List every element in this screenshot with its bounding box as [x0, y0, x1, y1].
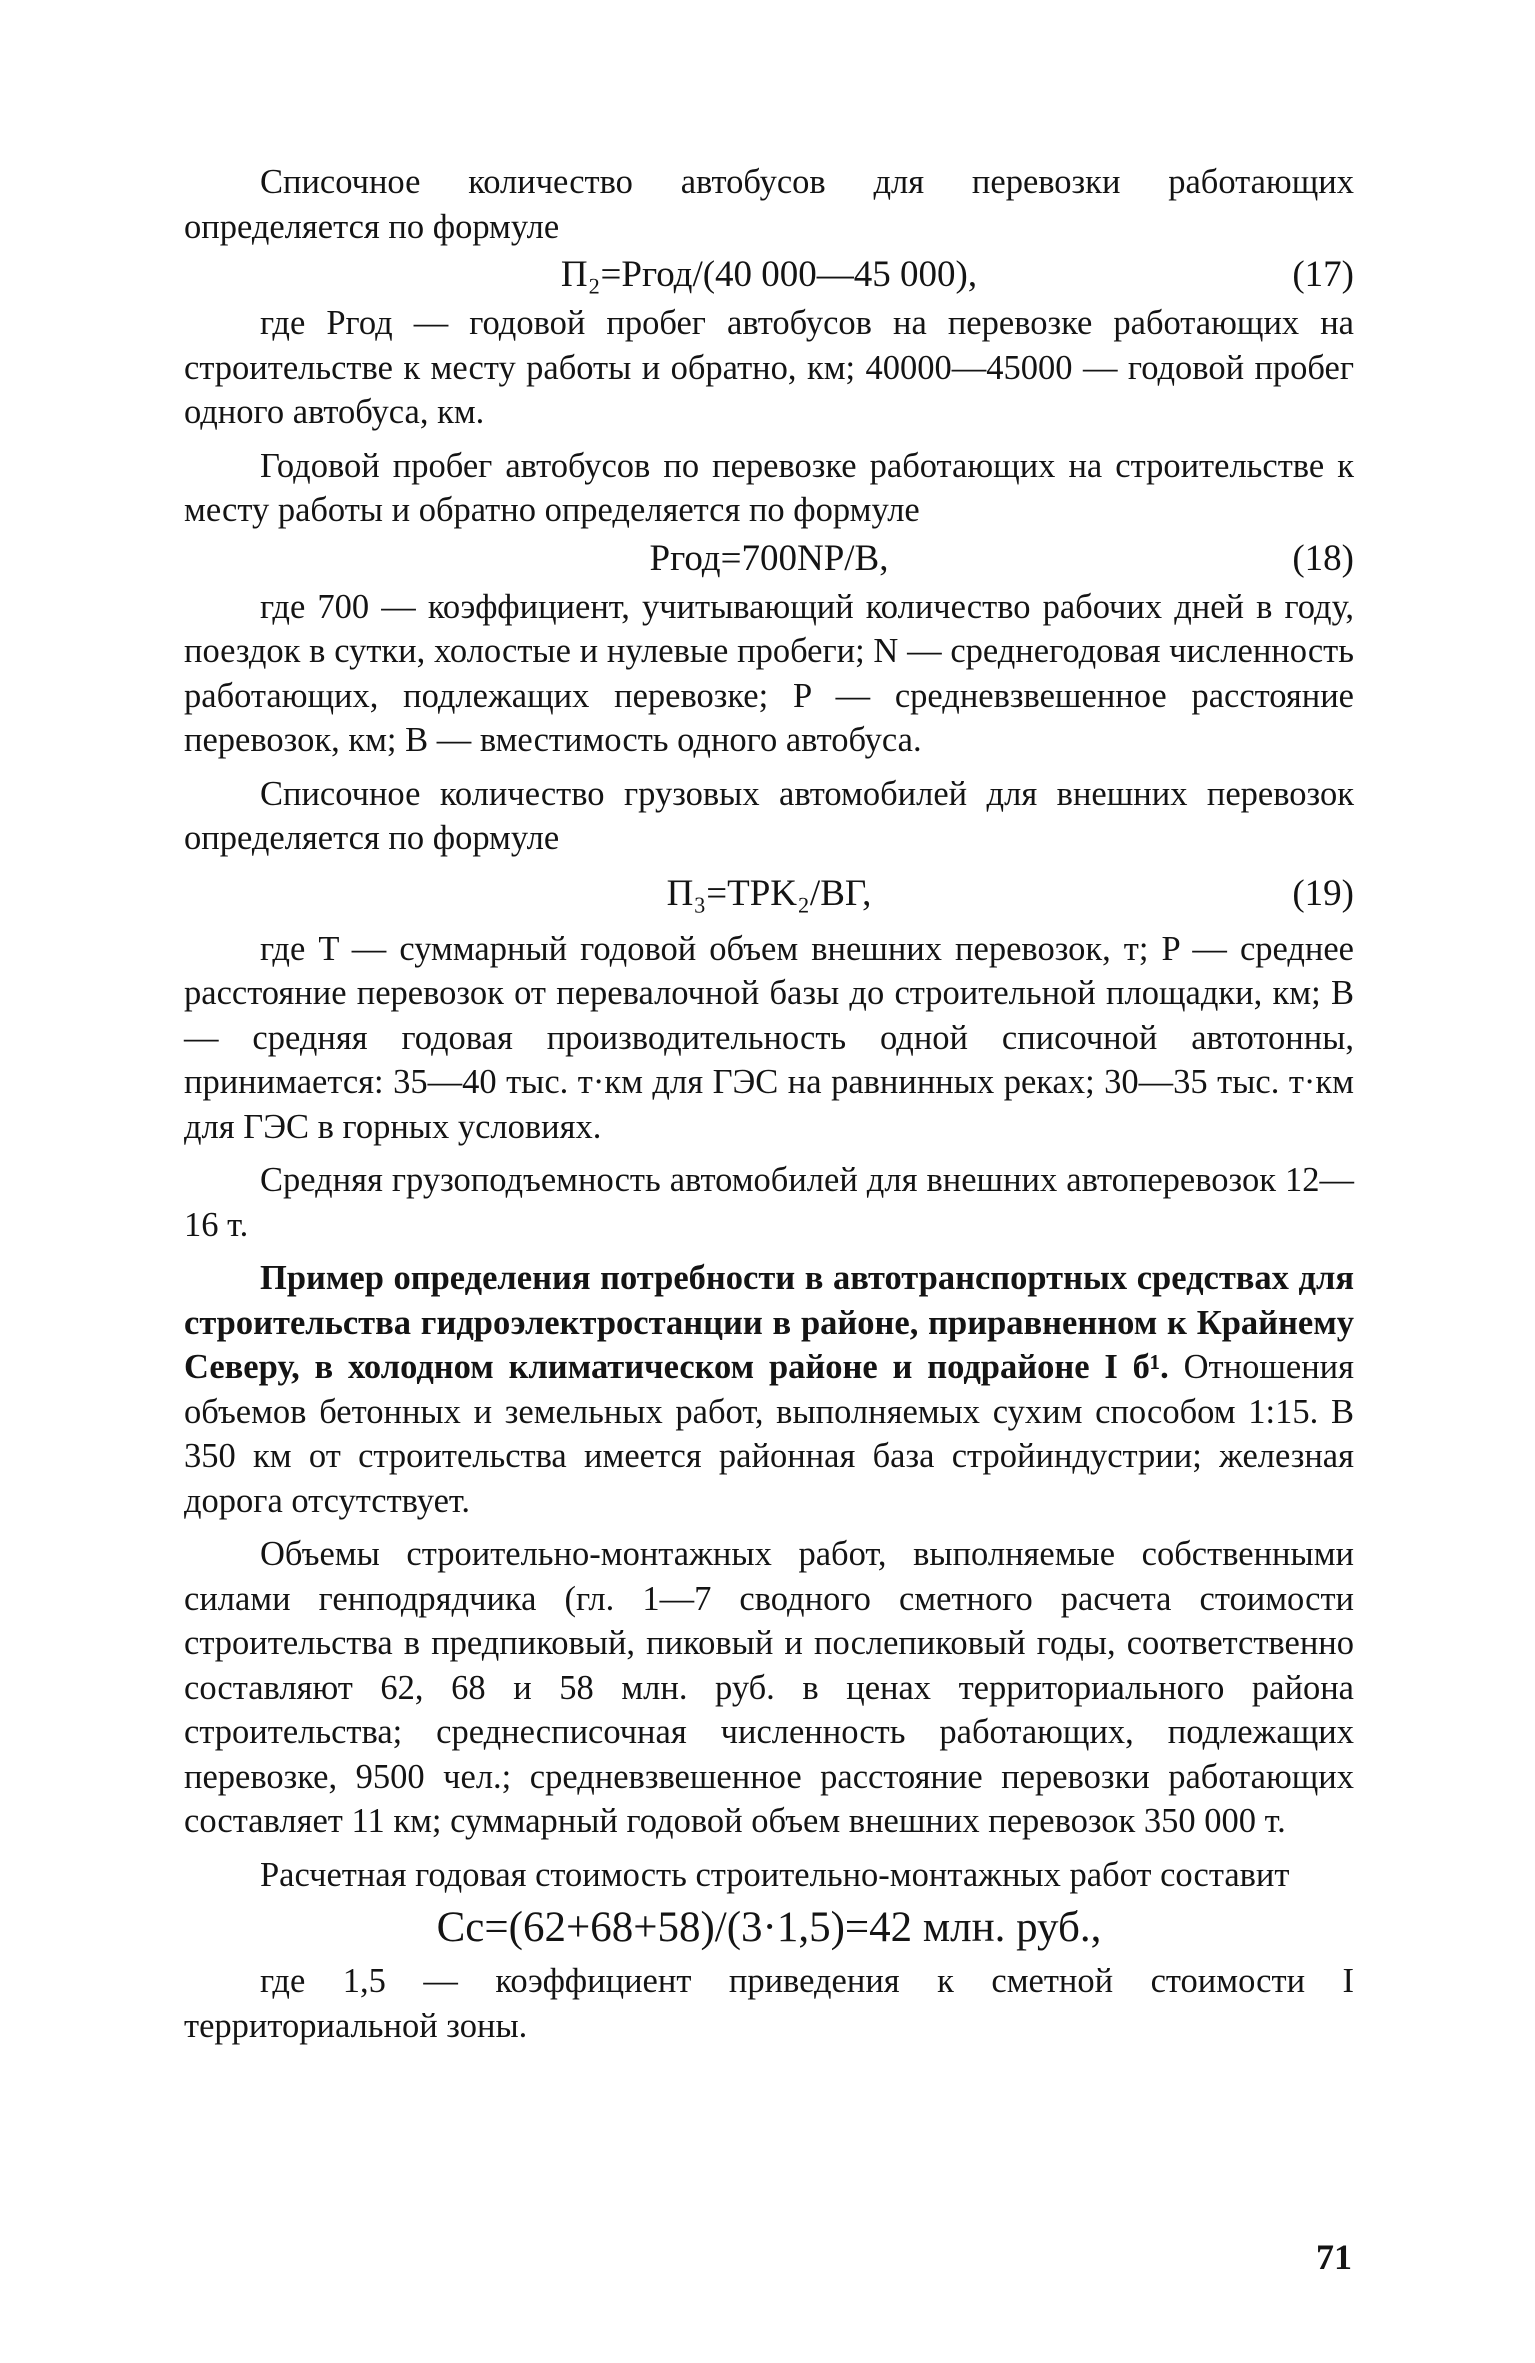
- paragraph: где Pгод — годовой пробег автобусов на перевозке работающих на строительстве к месту работы и обратно, км; 40000—45000 — годовой пробег одного автобуса, км.: [184, 304, 1354, 431]
- page-number: 71: [1316, 2237, 1352, 2277]
- paragraph: Списочное количество грузовых автомобилей для внешних перевозок определяется по формуле: [184, 774, 1354, 857]
- formula-18: [184, 533, 1354, 585]
- paragraph: где T — суммарный годовой объем внешних перевозок, т; P — среднее расстояние перевозок от перевалочной базы до строительной площадки, км; B — средняя годовая производительность одной списочной автотонны, принимается: 35—40 тыс. т·км для ГЭС на равнинных реках; 30—35 тыс. т·км для ГЭС в горных условиях.: [184, 929, 1354, 1146]
- paragraph: Средняя грузоподъемность автомобилей для внешних автоперевозок 12—16 т.: [184, 1161, 1354, 1244]
- formula-number: (18): [1292, 537, 1354, 579]
- formula-expression: П₃=TPK₂/BГ,: [666, 872, 872, 914]
- page-body: [184, 160, 1354, 2048]
- example-heading: Пример определения потребности в автотранспортных средствах для строительства гидроэлектростанции в районе, приравненном к Крайнему Северу, в холодном климатическом районе и подрайоне I б¹.: [184, 1259, 1354, 1386]
- paragraph: Годовой пробег автобусов по перевозке работающих на строительстве к месту работы и обратно определяется по формуле: [184, 446, 1354, 529]
- formula-expression: Cс=(62+68+58)/(3·1,5)=42 млн. руб.,: [436, 1904, 1102, 1951]
- paragraph: Объемы строительно-монтажных работ, выполняемые собственными силами генподрядчика (гл. 1—7 сводного сметного расчета стоимости строительства в предпиковый, пиковый и послепиковый годы, соответственно составляют 62, 68 и 58 млн. руб. в ценах территориального района строительства; среднесписочная численность работающих, подлежащих перевозке, 9500 чел.; средневзвешенное расстояние перевозки работающих составляет 11 км; суммарный годовой объем внешних перевозок 350 000 т.: [184, 1535, 1354, 1840]
- paragraph: Расчетная годовая стоимость строительно-монтажных работ составит: [260, 1855, 1290, 1894]
- paragraph: где 1,5 — коэффициент приведения к сметной стоимости I территориальной зоны.: [184, 1962, 1354, 2045]
- example-paragraph: [184, 1256, 1354, 1523]
- formula-19: [184, 861, 1354, 927]
- formula-number: (19): [1292, 872, 1354, 914]
- formula-expression: П₂=Pгод/(40 000—45 000),: [560, 254, 978, 295]
- formula-number: (17): [1292, 254, 1354, 295]
- formula-17: [184, 249, 1354, 301]
- formula-expression: Pгод=700NP/B,: [649, 537, 889, 579]
- paragraph: где 700 — коэффициент, учитывающий количество рабочих дней в году, поездок в сутки, холостые и нулевые пробеги; N — среднегодовая численность работающих, подлежащих перевозке; P — средневзвешенное расстояние перевозок, км; B — вместимость одного автобуса.: [184, 587, 1354, 759]
- paragraph: Списочное количество автобусов для перевозки работающих определяется по формуле: [184, 163, 1354, 246]
- formula-cost: [184, 1897, 1354, 1959]
- example-text: Отношения объемов бетонных и земельных работ, выполняемых сухим способом 1:15. В 350 км от строительства имеется районная база стройиндустрии; железная дорога отсутствует.: [184, 1348, 1354, 1520]
